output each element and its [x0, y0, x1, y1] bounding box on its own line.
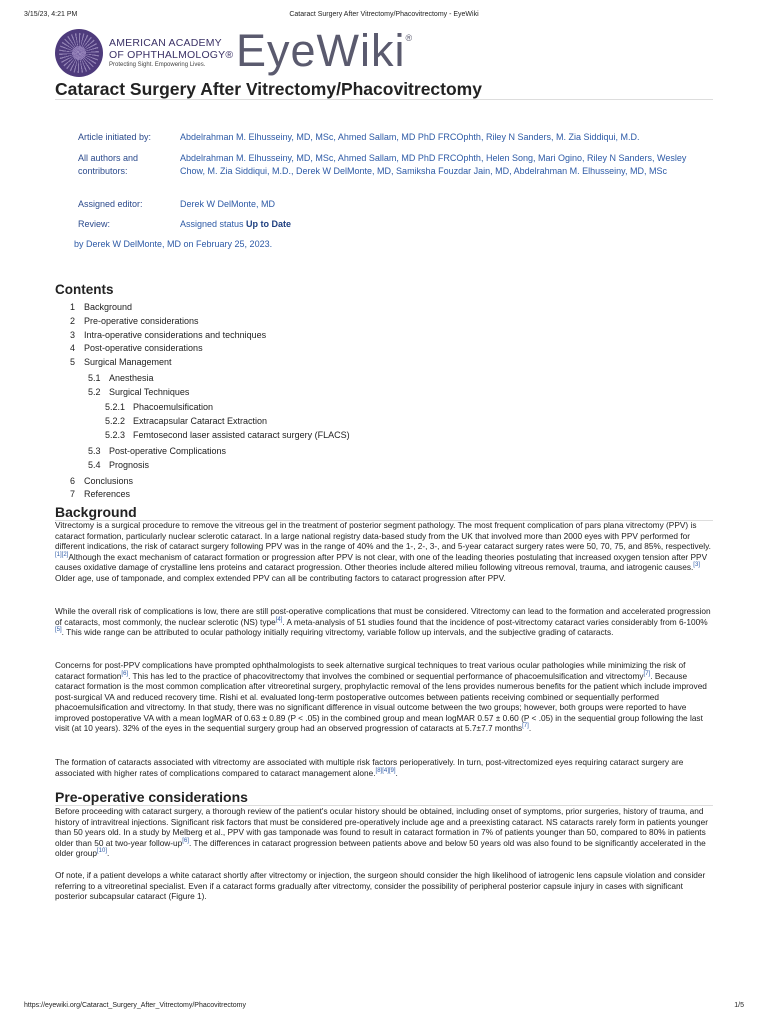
aao-line-1: AMERICAN ACADEMY [109, 37, 222, 49]
toc-item-number: 7 [70, 489, 76, 499]
paragraph-text: Although the exact mechanism of cataract formation or progression after PPV is not clear, with one of the leading theories postulating that increased oxygen tension after PPV causes oxidative damage of crystalline lens proteins and cataract progression. Other theories include altered milieu following vitreous removal, trauma, and iatrogenic causes. [55, 551, 708, 572]
title-divider [55, 99, 713, 100]
paragraph-text: . [107, 848, 110, 858]
aao-wordmark [109, 38, 233, 69]
background-paragraph-3 [55, 660, 713, 734]
review-prefix: Assigned status [180, 219, 247, 229]
toc-item-label: Post-operative considerations [84, 343, 203, 353]
toc-item-label: Femtosecond laser assisted cataract surgery (FLACS) [133, 430, 350, 440]
citation-link[interactable]: [1][2] [55, 551, 69, 558]
byline[interactable]: by Derek W DelMonte, MD on February 25, 2023. [74, 239, 273, 249]
toc-item-number: 2 [70, 316, 76, 326]
citation-link[interactable]: [8][4][9] [375, 767, 396, 774]
citation-link[interactable]: [5] [55, 627, 62, 634]
toc-item[interactable] [70, 302, 132, 312]
paragraph-text: Of note, if a patient develops a white cataract shortly after vitrectomy or injection, the surgeon should consider the high likelihood of iatrogenic lens capsule violation and consider referring to a vitreoretinal specialist. Even if a cataract forms gradually after vitrectomy, consider the possibility of peripheral posterior capsule injury in cases with significant posterior subcapsular cataract (Figure 1). [55, 870, 706, 901]
toc-item[interactable] [88, 446, 226, 456]
review-status: Up to Date [246, 219, 292, 229]
toc-item[interactable] [70, 343, 203, 353]
toc-item-label: Anesthesia [109, 373, 154, 383]
info-value-authors[interactable]: Abdelrahman M. Elhusseiny, MD, MSc, Ahmed Sallam, MD PhD FRCOphth, Riley N Sanders, M. Zia Siddiqui, M.D. [180, 132, 640, 142]
eyewiki-wordmark [236, 25, 413, 77]
toc-item-label: Phacoemulsification [133, 402, 214, 412]
preop-paragraph-1 [55, 806, 713, 859]
citation-link[interactable]: [7] [643, 670, 651, 677]
citation-link[interactable]: [4] [275, 616, 283, 623]
info-value-review [180, 218, 690, 231]
toc-item-label: Extracapsular Cataract Extraction [133, 416, 268, 426]
toc-item-label: References [84, 489, 131, 499]
toc-item-label: Pre-operative considerations [84, 316, 199, 326]
paragraph-text: Older age, use of tamponade, and complex extended PPV can all be contributing factors to cataract progression after PPV. [55, 572, 506, 583]
print-footer [24, 1002, 744, 1009]
eyewiki-text: EyeWiki [236, 25, 406, 76]
site-logo[interactable] [55, 25, 715, 79]
paragraph-text: While the overall risk of complications is low, there are still post-operative complications that must be considered. Vitrectomy can lead to the formation and accelerated progression of cataracts, most commonly, the nuclear sclerotic (NS) type [55, 606, 711, 627]
toc-item-number: 5.1 [88, 373, 101, 383]
toc-item[interactable] [88, 387, 189, 397]
citation-link[interactable]: [10] [96, 848, 107, 855]
print-header [24, 11, 744, 18]
toc-item-number: 5 [70, 357, 76, 367]
aao-line-2: OF OPHTHALMOLOGY® [109, 48, 234, 61]
paragraph-text: . A meta-analysis of 51 studies found that the incidence of post-vitrectomy cataract varies considerably from 6-100% [282, 616, 708, 627]
background-paragraph-1 [55, 520, 713, 583]
info-label: Article initiated by: [78, 132, 152, 142]
info-value-contributors[interactable]: Abdelrahman M. Elhusseiny, MD, MSc, Ahmed Sallam, MD PhD FRCOphth, Helen Song, Mari Ogino, Riley N Sanders, Wesley Chow, M. Zia Siddiqui, M.D., Derek W DelMonte, MD, Samiksha Fouzdar Jain, MD, Abdelrahman M. Elhusseiny, MD, MSc [180, 153, 687, 176]
aao-tagline: Protecting Sight. Empowering Lives. [109, 62, 206, 68]
toc-item-number: 5.2.2 [105, 416, 126, 426]
toc-item-number: 3 [70, 330, 76, 340]
toc-item-label: Conclusions [84, 476, 134, 486]
toc-item-number: 5.2.3 [105, 430, 126, 440]
paragraph-text: Before proceeding with cataract surgery, a thorough review of the patient's ocular history should be obtained, including onset of symptoms, prior surgeries, history of trauma, and history of intravitreal injections. Significant risk factors that must be considered pre-operatively include age and a preexisting cataract. NS cataracts rarely form in patients younger than 50 years old. In a study by Melberg et al., PPV with gas tamponade was found to result in cataract formation in 7% of patients younger than 50, compared to 80% in patients older than 50 at two-year follow-up [55, 806, 709, 848]
toc-item[interactable] [70, 476, 133, 486]
info-label: Review: [78, 219, 111, 229]
toc-item-label: Post-operative Complications [109, 446, 227, 456]
background-paragraph-2 [55, 606, 713, 638]
toc-item[interactable] [88, 373, 154, 383]
preop-paragraph-2 [55, 870, 713, 902]
toc-item-label: Surgical Techniques [109, 387, 190, 397]
toc-item[interactable] [70, 357, 172, 367]
print-url[interactable]: https://eyewiki.org/Cataract_Surgery_After_Vitrectomy/Phacovitrectomy [24, 1002, 247, 1009]
citation-link[interactable]: [7] [522, 723, 529, 730]
toc-item[interactable] [105, 416, 267, 426]
eyewiki-registered: ® [405, 33, 414, 43]
citation-link[interactable]: [3] [693, 562, 700, 569]
info-label: All authors and contributors: [78, 153, 139, 176]
toc-item-label: Prognosis [109, 460, 150, 470]
toc-item[interactable] [70, 330, 266, 340]
toc-item-label: Background [84, 302, 133, 312]
background-paragraph-4 [55, 757, 713, 778]
paragraph-text: . [528, 723, 532, 733]
print-date: 3/15/23, 4:21 PM [24, 11, 78, 18]
info-value-editor[interactable]: Derek W DelMonte, MD [180, 199, 276, 209]
paragraph-text: . The differences in cataract progression between patients above and below 50 years old was also found to be significantly accelerated in the older group [55, 837, 706, 858]
paragraph-text: Concerns for post-PPV complications have prompted ophthalmologists to seek alternative surgical techniques to treat various ocular pathologies while minimizing the risk of cataract formation [55, 660, 686, 681]
background-heading: Background [55, 504, 137, 520]
contents-heading: Contents [55, 282, 114, 297]
toc-item-number: 6 [70, 476, 76, 486]
paragraph-text: Vitrectomy is a surgical procedure to remove the vitreous gel in the treatment of posterior segment pathology. The most frequent complication of pars plana vitrectomy (PPV) is cataract formation, particularly nuclear sclerotic cataract. In a large national registry data-based study from the UK that involved more than 2000 eyes with PPV performed for different indications, the risk of cataract surgery following PPV was in the range of 40% and the 1-, 2-, 3-, and 5-year cataract surgery rates were 50, 70, 75, and 85%, respectively. [55, 520, 711, 551]
toc-item-number: 5.2 [88, 387, 101, 397]
info-label: Assigned editor: [78, 199, 143, 209]
toc-item[interactable] [88, 460, 149, 470]
toc-item-number: 1 [70, 302, 76, 312]
page-title: Cataract Surgery After Vitrectomy/Phacovitrectomy [55, 79, 482, 99]
toc-item[interactable] [70, 489, 130, 499]
aao-seal-icon [55, 29, 103, 77]
paragraph-text: . Because cataract formation is the most common complication after vitreoretinal surgery, prophylactic removal of the lens provides numerous benefits for the patient which include improved post-surgical VA and reduced recovery time. Rishi et al. evaluated long-term postoperative outcomes between patients receiving combined or sequentially performed phacoemulsification and vitrectomy. In that study, there was no significant difference in visual outcome between the two groups; however, both groups were reported to have improved postoperative VA with a mean logMAR of 0.63 ± 0.89 (P < .05) in the combined group and mean logMAR 0.57 ± 0.60 (P < .05) in the sequential group following the last visit (at 10 years). 32% of the eyes in the sequential surgery group had an observed progression of cataracts at 5.7±7.7 months [55, 670, 707, 733]
toc-item-number: 5.4 [88, 460, 101, 470]
toc-item-number: 5.3 [88, 446, 101, 456]
toc-item-label: Surgical Management [84, 357, 172, 367]
print-page-title: Cataract Surgery After Vitrectomy/Phacovitrectomy - EyeWiki [289, 11, 479, 18]
paragraph-text: . This wide range can be attributed to ocular pathology initially requiring vitrectomy, variable follow up intervals, and the subjective grading of cataracts. [61, 627, 614, 637]
paragraph-text: The formation of cataracts associated with vitrectomy are associated with multiple risk factors perioperatively. In turn, post-vitrectomized eyes requiring cataract surgery are associated with higher rates of complications compared to cataract management alone. [55, 757, 684, 778]
citation-link[interactable]: [6] [121, 670, 129, 677]
preop-heading: Pre-operative considerations [55, 789, 248, 805]
paragraph-text: . [395, 767, 398, 778]
print-page-number: 1/5 [734, 1002, 744, 1009]
paragraph-text: . This has led to the practice of phacovitrectomy that involves the combined or sequential performance of phacoemulsification and vitrectomy [128, 670, 644, 681]
toc-item-label: Intra-operative considerations and techniques [84, 330, 267, 340]
toc-item[interactable] [105, 402, 213, 412]
citation-link[interactable]: [6] [182, 837, 189, 844]
toc-item-number: 5.2.1 [105, 402, 126, 412]
toc-item[interactable] [105, 430, 350, 440]
toc-item-number: 4 [70, 343, 76, 353]
toc-item[interactable] [70, 316, 199, 326]
